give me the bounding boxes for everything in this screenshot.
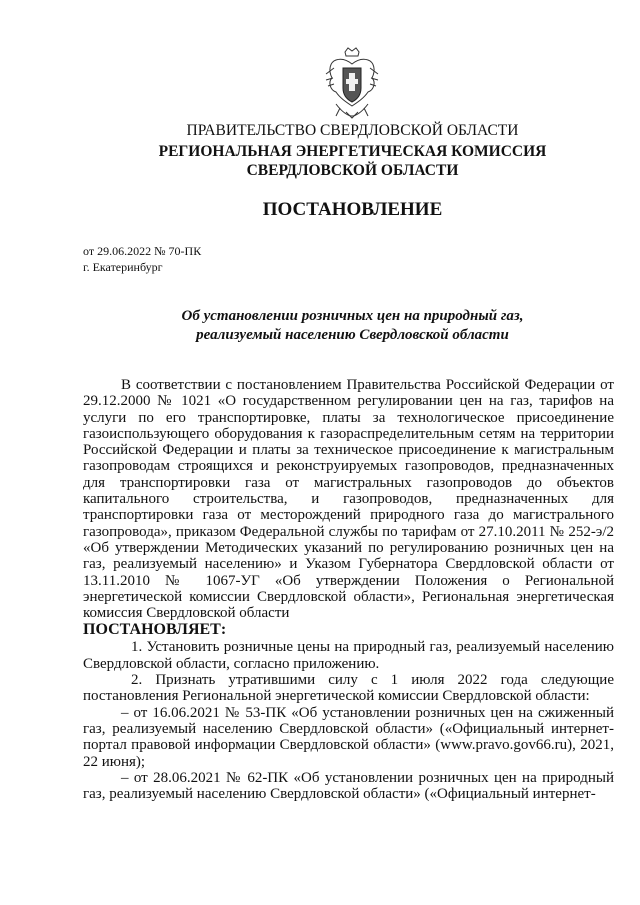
document-type-title: ПОСТАНОВЛЕНИЕ xyxy=(262,199,443,220)
document-body xyxy=(83,377,614,802)
preamble-paragraph: В соответствии с постановлением Правительства Российской Федерации от 29.12.2000 № 1021 «О государственном регулировании цен на газ, тарифов на услуги по его транспортировке, платы за технологическое присоединение газоиспользующего оборудования к газораспределительным сетям на территории Российской Федерации и платы за техническое присоединение к магистральным газопроводам строящихся и реконструируемых газопроводов, предназначенных для транспортировки газа от магистральных газопроводов до объектов капитального строительства, и газопроводов, предназначенных для транспортировки газа от месторождений природного газа до магистрального газопровода», приказом Федеральной службы по тарифам от 27.10.2011 № 252-э/2 «Об утверждении Методических указаний по регулированию розничных цен на газ, реализуемый населению» и Указом Губернатора Свердловской области от 13.11.2010 № 1067-УГ «Об утверждении Положения о Региональной энергетической комиссии Свердловской области», Региональная энергетическая комиссия Свердловской области xyxy=(83,377,614,622)
item-2-paragraph: 2. Признать утратившими силу с 1 июля 2022 года следующие постановления Региональной энергетической комиссии Свердловской области: xyxy=(83,672,614,705)
document-date-number: от 29.06.2022 № 70-ПК xyxy=(83,244,202,258)
subitem-1-paragraph: – от 16.06.2021 № 53-ПК «Об установлении розничных цен на сжиженный газ, реализуемый населению Свердловской области» («Официальный интернет-портал правовой информации Свердловской области» (www.pravo.gov66.ru), 2021, 22 июня); xyxy=(83,704,614,770)
subject-line1: Об установлении розничных цен на природный газ, xyxy=(181,308,524,324)
subject-line2: реализуемый населению Свердловской области xyxy=(196,327,509,343)
document-subject xyxy=(0,307,640,345)
commission-name-line2: СВЕРДЛОВСКОЙ ОБЛАСТИ xyxy=(246,162,459,179)
coat-of-arms-icon xyxy=(322,46,382,120)
item-1-paragraph: 1. Установить розничные цены на природный газ, реализуемый населению Свердловской области, согласно приложению. xyxy=(83,639,614,672)
subitem-2-paragraph: – от 28.06.2021 № 62-ПК «Об установлении розничных цен на природный газ, реализуемый населению Свердловской области» («Официальный интернет- xyxy=(83,769,614,803)
organization-name: ПРАВИТЕЛЬСТВО СВЕРДЛОВСКОЙ ОБЛАСТИ xyxy=(186,122,519,139)
document-city: г. Екатеринбург xyxy=(83,260,163,274)
commission-name-line1: РЕГИОНАЛЬНАЯ ЭНЕРГЕТИЧЕСКАЯ КОМИССИЯ xyxy=(158,143,547,160)
resolves-heading: ПОСТАНОВЛЯЕТ: xyxy=(83,621,227,639)
